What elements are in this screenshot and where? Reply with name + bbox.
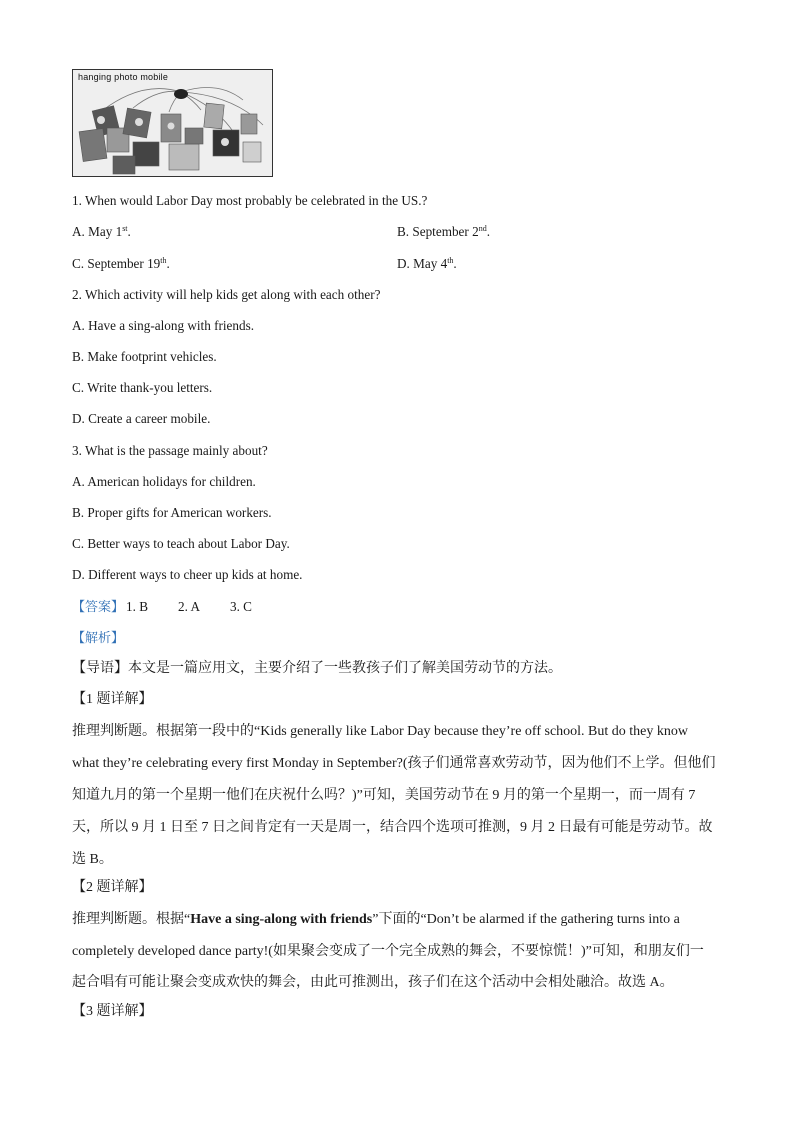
question-1-option-b: B. September 2nd. bbox=[397, 224, 490, 239]
question-2-option-b: B. Make footprint vehicles. bbox=[72, 349, 217, 364]
answer-3: 3. C bbox=[229, 599, 252, 614]
question-2-option-d: D. Create a career mobile. bbox=[72, 411, 211, 426]
detail-2-line: 推理判断题。根据“Have a sing-along with friends”下面的“Don’t be alarmed if the gathering turns into a bbox=[72, 912, 680, 927]
detail-2-line: completely developed dance party!(如果聚会变成了一个完全成熟的舞会，不要惊慌！)”可知，和朋友们一 bbox=[72, 944, 704, 959]
question-3-stem: 3. What is the passage mainly about? bbox=[72, 443, 268, 458]
photo-mobile-illustration-icon bbox=[73, 70, 272, 176]
detail-1-label: 【1 题详解】 bbox=[72, 692, 153, 707]
detail-2-line: 起合唱有可能让聚会变成欢快的舞会，由此可推测出，孩子们在这个活动中会相处融洽。故选 A。 bbox=[72, 975, 674, 990]
detail-1-line: 知道九月的第一个星期一他们在庆祝什么吗？)”可知，美国劳动节在 9 月的第一个星期一，而一周有 7 bbox=[72, 788, 696, 803]
figure-caption: hanging photo mobile bbox=[78, 72, 169, 82]
detail-1-line: 推理判断题。根据第一段中的“Kids generally like Labor Day because they’re off school. But do they know bbox=[72, 724, 688, 739]
question-1-option-c: C. September 19th. bbox=[72, 256, 170, 271]
question-3-option-b: B. Proper gifts for American workers. bbox=[72, 505, 272, 520]
intro-paragraph bbox=[72, 660, 722, 678]
quoted-heading: Have a sing-along with friends bbox=[190, 912, 373, 927]
photo-mobile-figure bbox=[72, 69, 273, 177]
detail-1-line: 选 B。 bbox=[72, 852, 113, 867]
intro-text: 本文是一篇应用文，主要介绍了一些教孩子们了解美国劳动节的方法。 bbox=[128, 661, 562, 676]
answer-line bbox=[72, 598, 282, 617]
question-3-option-d: D. Different ways to cheer up kids at home. bbox=[72, 567, 303, 582]
answer-2: 2. A bbox=[178, 599, 200, 614]
question-1-stem: 1. When would Labor Day most probably be celebrated in the US.? bbox=[72, 193, 428, 208]
detail-1-line: 天，所以 9 月 1 日至 7 日之间肯定有一天是周一，结合四个选项可推测，9 月 2 日最有可能是劳动节。故 bbox=[72, 820, 713, 835]
answer-1: 1. B bbox=[126, 599, 148, 614]
question-2-stem: 2. Which activity will help kids get along with each other? bbox=[72, 287, 381, 302]
question-1-option-a: A. May 1st. bbox=[72, 224, 131, 239]
question-2-option-a: A. Have a sing-along with friends. bbox=[72, 318, 255, 333]
detail-3-label: 【3 题详解】 bbox=[72, 1004, 153, 1019]
answer-label: 【答案】 bbox=[72, 600, 125, 615]
question-3-option-c: C. Better ways to teach about Labor Day. bbox=[72, 536, 290, 551]
analysis-label: 【解析】 bbox=[72, 631, 125, 646]
intro-label: 【导语】 bbox=[72, 661, 128, 676]
question-1-option-d: D. May 4th. bbox=[397, 256, 457, 271]
question-3-option-a: A. American holidays for children. bbox=[72, 474, 256, 489]
question-2-option-c: C. Write thank-you letters. bbox=[72, 380, 213, 395]
detail-2-label: 【2 题详解】 bbox=[72, 880, 153, 895]
detail-1-line: what they’re celebrating every first Monday in September?(孩子们通常喜欢劳动节，因为他们不上学。但他们 bbox=[72, 756, 716, 771]
